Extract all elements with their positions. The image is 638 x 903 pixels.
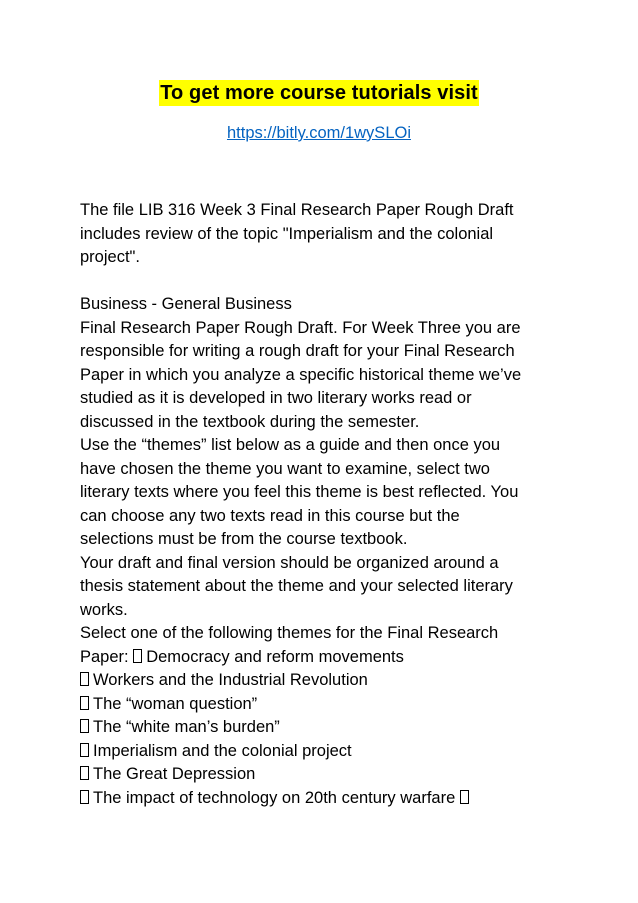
missing-glyph-box-icon bbox=[80, 719, 89, 733]
text-line: Business - General Business bbox=[80, 295, 292, 313]
themes-prefix: Paper: bbox=[80, 647, 129, 666]
paragraph-gap bbox=[80, 270, 570, 294]
text-line: Paper in which you analyze a specific historical theme we’ve bbox=[80, 365, 522, 384]
missing-glyph-box-icon bbox=[80, 696, 89, 710]
text-line: studied as it is developed in two literary works read or bbox=[80, 389, 472, 407]
missing-glyph-box-icon bbox=[460, 790, 469, 804]
title-block bbox=[0, 80, 638, 106]
text-line: thesis statement about the theme and your selected literary bbox=[80, 577, 513, 595]
text-line: selections must be from the course textbook. bbox=[80, 530, 408, 548]
text-line: The file LIB 316 Week 3 Final Research Paper Rough Draft bbox=[80, 201, 514, 219]
missing-glyph-box-icon bbox=[80, 672, 89, 686]
theme-label: The Great Depression bbox=[93, 765, 256, 783]
missing-glyph-box-icon bbox=[80, 790, 89, 804]
theme-label: The “woman question” bbox=[93, 694, 258, 713]
main-paragraph bbox=[80, 293, 570, 810]
text-line: Your draft and final version should be organized around a bbox=[80, 553, 499, 572]
theme-item bbox=[80, 740, 570, 764]
theme-label: Democracy and reform movements bbox=[146, 647, 404, 666]
text-line: Select one of the following themes for the Final Research bbox=[80, 624, 499, 642]
text-line: works. bbox=[80, 600, 128, 619]
text-line: discussed in the textbook during the semester. bbox=[80, 412, 420, 431]
intro-paragraph bbox=[80, 199, 570, 270]
theme-item bbox=[80, 693, 570, 717]
theme-label: The “white man’s burden” bbox=[93, 718, 280, 736]
text-line: can choose any two texts read in this course but the bbox=[80, 506, 460, 525]
theme-item bbox=[80, 716, 570, 740]
page-title: To get more course tutorials visit bbox=[160, 82, 478, 104]
text-line: Final Research Paper Rough Draft. For Week Three you are bbox=[80, 318, 521, 337]
text-line: Use the “themes” list below as a guide and then once you bbox=[80, 436, 501, 454]
text-line: literary texts where you feel this theme is best reflected. You bbox=[80, 483, 519, 501]
theme-item bbox=[80, 787, 570, 811]
text-line: have chosen the theme you want to examine, select two bbox=[80, 459, 490, 478]
theme-label: Workers and the Industrial Revolution bbox=[93, 671, 368, 689]
text-line: responsible for writing a rough draft for your Final Research bbox=[80, 342, 515, 360]
missing-glyph-box-icon bbox=[80, 766, 89, 780]
document-body bbox=[80, 199, 570, 810]
missing-glyph-box-icon bbox=[80, 743, 89, 757]
theme-label: The impact of technology on 20th century warfare bbox=[93, 788, 456, 807]
theme-item bbox=[80, 669, 570, 693]
missing-glyph-box-icon bbox=[133, 649, 142, 663]
tutorial-link[interactable]: https://bitly.com/1wySLOi bbox=[226, 124, 411, 142]
theme-item bbox=[80, 763, 570, 787]
theme-label: Imperialism and the colonial project bbox=[93, 741, 352, 760]
theme-item bbox=[80, 646, 570, 670]
text-line: includes review of the topic "Imperialism and the colonial bbox=[80, 224, 494, 243]
link-block bbox=[0, 121, 638, 145]
text-line: project". bbox=[80, 248, 140, 266]
